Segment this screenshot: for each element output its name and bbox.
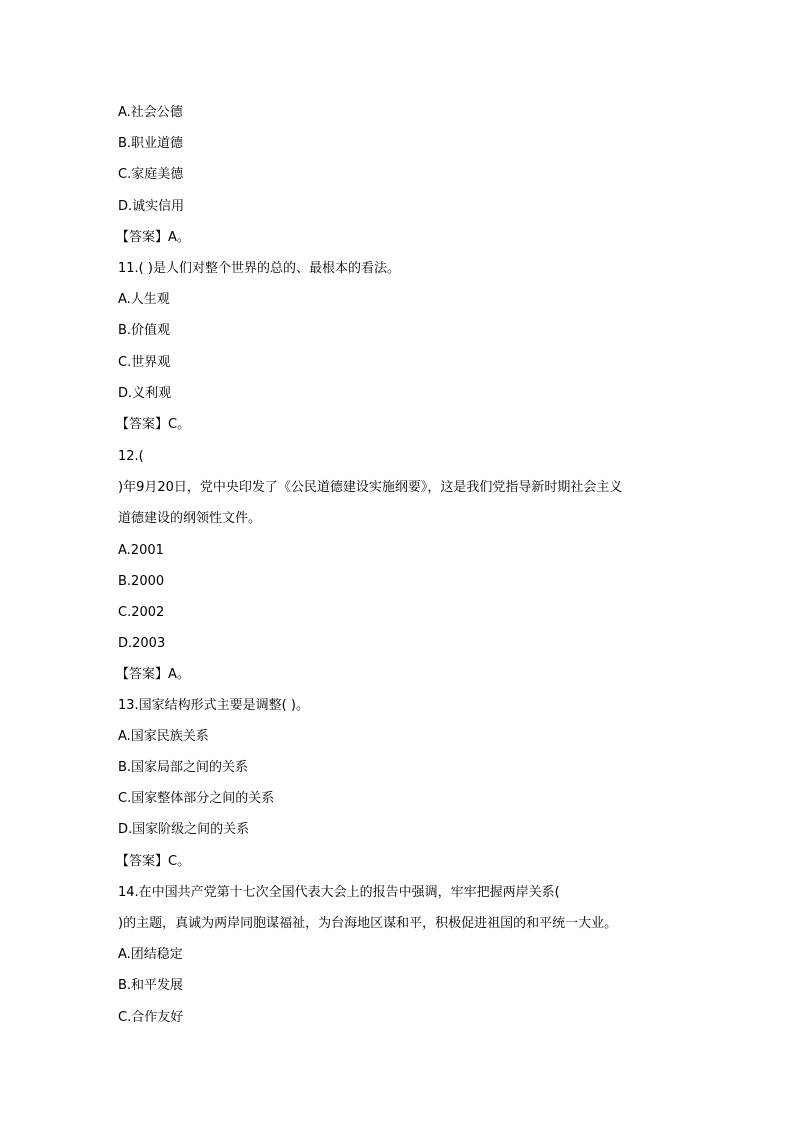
option-line: B.和平发展 bbox=[118, 978, 184, 993]
question-line: )的主题，真诚为两岸同胞谋福祉，为台海地区谋和平，积极促进祖国的和平统一大业。 bbox=[118, 916, 618, 931]
question-line: 道德建设的纲领性文件。 bbox=[118, 511, 262, 526]
option-line: A.社会公德 bbox=[118, 105, 183, 120]
option-line: D.国家阶级之间的关系 bbox=[118, 822, 250, 837]
question-line: 14.在中国共产党第十七次全国代表大会上的报告中强调，牢牢把握两岸关系( bbox=[118, 885, 560, 900]
option-line: D.义利观 bbox=[118, 386, 172, 401]
answer-line: 【答案】A。 bbox=[116, 230, 190, 245]
option-line: B.职业道德 bbox=[118, 136, 184, 151]
answer-line: 【答案】C。 bbox=[116, 854, 191, 869]
question-line: 11.( )是人们对整个世界的总的、最根本的看法。 bbox=[118, 261, 400, 276]
answer-line: 【答案】A。 bbox=[116, 667, 190, 682]
option-line: B.国家局部之间的关系 bbox=[118, 760, 249, 775]
question-line: 13.国家结构形式主要是调整( )。 bbox=[118, 698, 309, 713]
option-line: C.2002 bbox=[118, 605, 165, 620]
option-line: D.诚实信用 bbox=[118, 199, 185, 214]
option-line: C.国家整体部分之间的关系 bbox=[118, 791, 275, 806]
option-line: A.团结稳定 bbox=[118, 947, 183, 962]
option-line: C.世界观 bbox=[118, 355, 171, 370]
option-line: B.2000 bbox=[118, 574, 165, 589]
option-line: A.人生观 bbox=[118, 292, 170, 307]
question-line: 12.( bbox=[118, 449, 144, 464]
option-line: C.合作友好 bbox=[118, 1010, 184, 1025]
option-line: D.2003 bbox=[118, 636, 166, 651]
option-line: A.2001 bbox=[118, 543, 164, 558]
option-line: B.价值观 bbox=[118, 323, 171, 338]
question-line: )年9月20日，党中央印发了《公民道德建设实施纲要》，这是我们党指导新时期社会主义 bbox=[118, 480, 623, 495]
answer-line: 【答案】C。 bbox=[116, 417, 191, 432]
option-line: A.国家民族关系 bbox=[118, 729, 209, 744]
option-line: C.家庭美德 bbox=[118, 167, 184, 182]
